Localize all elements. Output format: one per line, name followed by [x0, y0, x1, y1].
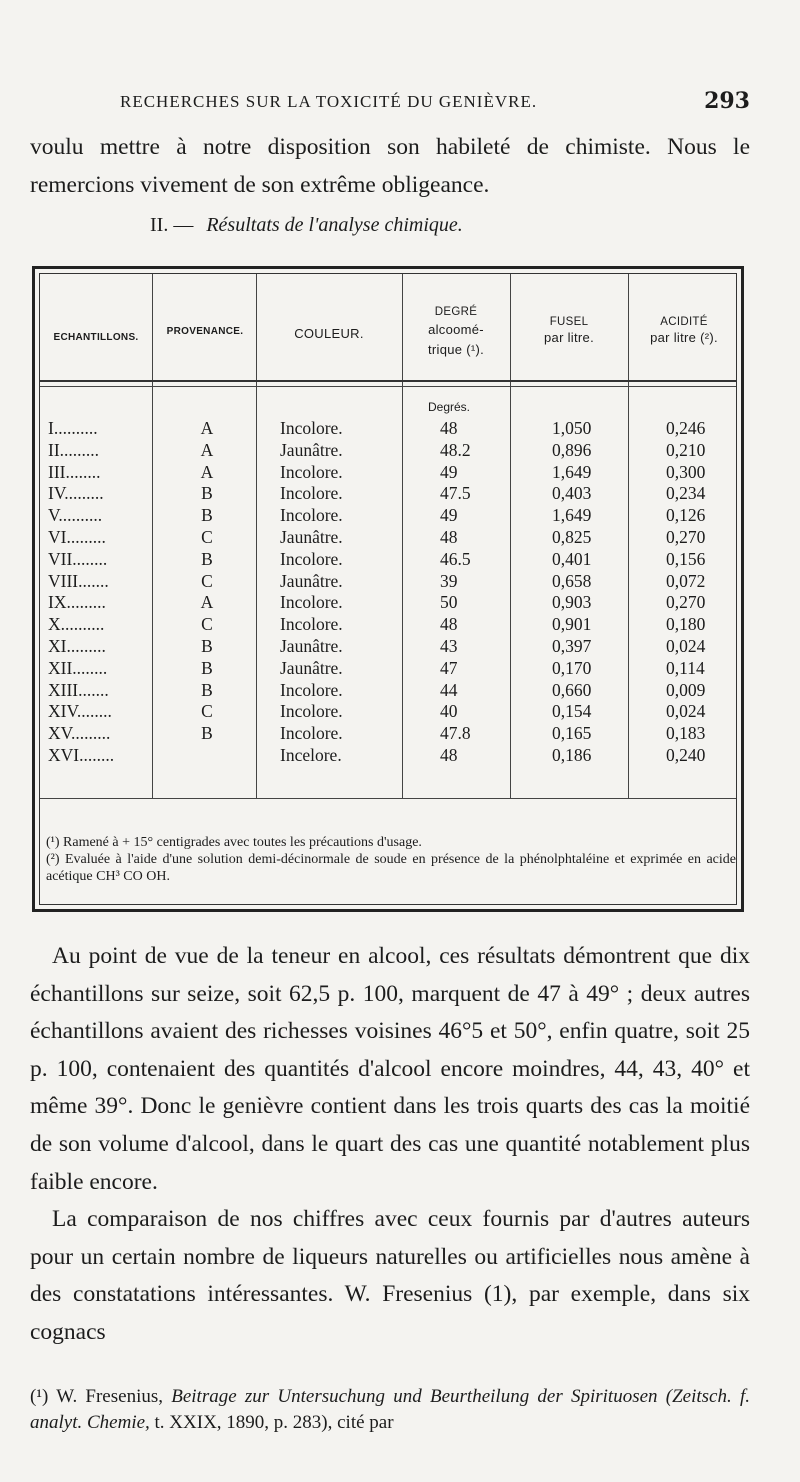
- cell-acidite: 0,270: [666, 592, 706, 613]
- cell-degre: 39: [440, 570, 458, 591]
- cell-echantillon: II.........: [48, 439, 100, 460]
- header-acidite-line2: par litre (²).: [650, 330, 718, 345]
- cell-fusel: 0,170: [552, 657, 592, 678]
- cell-echantillon: XI.........: [48, 635, 106, 656]
- cell-echantillon: VII........: [48, 548, 108, 569]
- footnote-marker: (¹): [30, 1386, 49, 1407]
- header-degre-line3: trique (¹).: [427, 342, 485, 357]
- header-echantillons: ECHANTILLONS.: [53, 332, 139, 343]
- body-text: [30, 938, 750, 1352]
- cell-acidite: 0,024: [666, 635, 706, 656]
- cell-degre: 43: [440, 635, 458, 656]
- cell-acidite: 0,156: [666, 548, 706, 569]
- cell-acidite: 0,300: [666, 461, 706, 482]
- cell-provenance: C: [201, 526, 213, 547]
- header-acidite-line1: ACIDITÉ: [660, 316, 708, 328]
- cell-couleur: Incelore.: [280, 744, 342, 765]
- cell-echantillon: XV.........: [48, 723, 111, 744]
- footnote-author: W. Fresenius,: [56, 1386, 163, 1407]
- cell-degre: 47.8: [440, 723, 471, 744]
- cell-fusel: 0,825: [552, 526, 592, 547]
- header-degre-line1: DEGRÉ: [434, 306, 478, 318]
- header-couleur: COULEUR.: [294, 326, 364, 341]
- cell-provenance: B: [201, 723, 213, 744]
- header-rule-thin: [40, 386, 736, 387]
- cell-provenance: B: [201, 635, 213, 656]
- cell-echantillon: V..........: [48, 505, 103, 526]
- cell-fusel: 0,186: [552, 744, 592, 765]
- table-row: [40, 527, 736, 549]
- header-fusel-line2: par litre.: [544, 330, 594, 345]
- cell-couleur: Jaunâtre.: [280, 657, 343, 678]
- cell-provenance: B: [201, 483, 213, 504]
- table-row: [40, 658, 736, 680]
- page-number: 293: [704, 88, 750, 114]
- table-row: [40, 745, 736, 767]
- cell-couleur: Incolore.: [280, 483, 343, 504]
- cell-fusel: 0,901: [552, 614, 592, 635]
- running-title: RECHERCHES SUR LA TOXICITÉ DU GENIÈVRE.: [120, 92, 538, 111]
- cell-provenance: A: [200, 439, 214, 460]
- header-acidite: [628, 314, 740, 346]
- cell-couleur: Jaunâtre.: [280, 635, 343, 656]
- table-row: [40, 701, 736, 723]
- cell-echantillon: X..........: [48, 614, 105, 635]
- cell-degre: 47.5: [440, 483, 471, 504]
- table-note-1: (¹) Ramené à + 15° centigrades avec toutes les précautions d'usage.: [46, 835, 422, 850]
- cell-couleur: Incolore.: [280, 701, 343, 722]
- cell-provenance: A: [200, 592, 214, 613]
- cell-couleur: Incolore.: [280, 723, 343, 744]
- cell-couleur: Incolore.: [280, 679, 343, 700]
- cell-echantillon: III........: [48, 461, 101, 482]
- cell-echantillon: XIV........: [48, 701, 112, 722]
- table-caption-number: II. —: [150, 214, 194, 236]
- results-table: [32, 266, 744, 912]
- cell-couleur: Incolore.: [280, 548, 343, 569]
- cell-provenance: B: [201, 679, 213, 700]
- header-rule: [40, 380, 736, 382]
- cell-couleur: Incolore.: [280, 461, 343, 482]
- table-row: [40, 614, 736, 636]
- cell-couleur: Jaunâtre.: [280, 570, 343, 591]
- cell-provenance: A: [200, 418, 214, 438]
- table-caption: [150, 214, 650, 237]
- cell-couleur: Incolore.: [280, 592, 343, 613]
- cell-echantillon: VIII.......: [48, 570, 109, 591]
- table-row: [40, 462, 736, 484]
- cell-degre: 49: [440, 461, 458, 482]
- running-head: [30, 88, 750, 118]
- cell-provenance: A: [200, 461, 214, 482]
- header-degre: [402, 304, 510, 360]
- cell-fusel: 0,165: [552, 723, 592, 744]
- footnote-journal: (Zeitsch. f. analyt. Chemie,: [30, 1386, 750, 1433]
- cell-degre: 50: [440, 592, 458, 613]
- table-note-2: (²) Evaluée à l'aide d'une solution demi-décinormale de soude en présence de la phénolphtaléine et exprimée en acide acétique CH³ CO OH.: [46, 852, 736, 884]
- cell-couleur: Incolore.: [280, 418, 343, 438]
- body-paragraph-2: La comparaison de nos chiffres avec ceux fournis par d'autres auteurs pour un certain nombre de liqueurs naturelles ou artificielles nous amène à des constatations intéressantes. W. Fresenius (1), par exemple, dans six cognacs: [30, 1206, 750, 1345]
- cell-fusel: 0,401: [552, 548, 592, 569]
- header-fusel-line1: FUSEL: [549, 316, 589, 328]
- cell-degre: 47: [440, 657, 458, 678]
- cell-couleur: Jaunâtre.: [280, 439, 343, 460]
- cell-fusel: 0,903: [552, 592, 592, 613]
- cell-degre: 40: [440, 701, 458, 722]
- table-caption-text: Résultats de l'analyse chimique.: [206, 214, 463, 236]
- table-row: [40, 549, 736, 571]
- cell-acidite: 0,234: [666, 483, 706, 504]
- table-row: [40, 680, 736, 702]
- notes-rule: [40, 798, 736, 799]
- cell-echantillon: IV.........: [48, 483, 104, 504]
- cell-provenance: C: [201, 570, 213, 591]
- table-row: [40, 723, 736, 745]
- table-row: [40, 418, 736, 440]
- cell-acidite: 0,024: [666, 701, 706, 722]
- cell-provenance: B: [201, 657, 213, 678]
- table-inner-frame: [39, 273, 737, 905]
- table-body: [40, 418, 736, 767]
- cell-fusel: 0,154: [552, 701, 592, 722]
- cell-couleur: Jaunâtre.: [280, 526, 343, 547]
- header-degre-line2: alcoomé-: [428, 322, 484, 337]
- table-row: [40, 483, 736, 505]
- degres-label: Degrés.: [428, 400, 471, 414]
- cell-provenance: B: [201, 548, 213, 569]
- cell-acidite: 0,240: [666, 744, 706, 765]
- cell-echantillon: XVI........: [48, 744, 115, 765]
- cell-fusel: 0,397: [552, 635, 592, 656]
- cell-degre: 48: [440, 614, 458, 635]
- table-row: [40, 440, 736, 462]
- header-provenance: PROVENANCE.: [166, 326, 244, 337]
- table-row: [40, 636, 736, 658]
- footnote-title: Beitrage zur Untersuchung und Beurtheilung der Spirituosen: [171, 1386, 658, 1407]
- cell-echantillon: IX.........: [48, 592, 106, 613]
- cell-fusel: 1,649: [552, 505, 592, 526]
- cell-acidite: 0,210: [666, 439, 706, 460]
- cell-acidite: 0,183: [666, 723, 706, 744]
- intro-paragraph: [30, 128, 750, 204]
- cell-acidite: 0,072: [666, 570, 706, 591]
- cell-degre: 44: [440, 679, 458, 700]
- intro-text: voulu mettre à notre disposition son habileté de chimiste. Nous le remercions vivement de son extrême obligeance.: [30, 134, 750, 198]
- cell-provenance: C: [201, 614, 213, 635]
- cell-couleur: Incolore.: [280, 614, 343, 635]
- cell-provenance: B: [201, 505, 213, 526]
- cell-acidite: 0,114: [666, 657, 705, 678]
- table-row: [40, 592, 736, 614]
- cell-degre: 46.5: [440, 548, 471, 569]
- header-fusel: [510, 314, 628, 346]
- body-paragraph-1: Au point de vue de la teneur en alcool, ces résultats démontrent que dix échantillons sur seize, soit 62,5 p. 100, marquent de 47 à 49° ; deux autres échantillons avaient des richesses voisines 46°5 et 50°, enfin quatre, soit 25 p. 100, contenaient des quantités d'alcool encore moindres, 44, 43, 40° et même 39°. Donc le genièvre contient dans les trois quarts des cas la moitié de son volume d'alcool, dans le quart des cas une quantité notablement plus faible encore.: [30, 943, 750, 1195]
- cell-fusel: 1,050: [552, 418, 592, 438]
- cell-echantillon: XII........: [48, 657, 108, 678]
- cell-fusel: 1,649: [552, 461, 592, 482]
- cell-couleur: Incolore.: [280, 505, 343, 526]
- cell-echantillon: I..........: [48, 418, 98, 438]
- cell-acidite: 0,180: [666, 614, 706, 635]
- cell-acidite: 0,009: [666, 679, 706, 700]
- page-footnote: [30, 1384, 750, 1436]
- cell-provenance: C: [201, 701, 213, 722]
- cell-echantillon: XIII.......: [48, 679, 109, 700]
- cell-degre: 48.2: [440, 439, 471, 460]
- cell-fusel: 0,660: [552, 679, 592, 700]
- cell-fusel: 0,658: [552, 570, 592, 591]
- cell-degre: 48: [440, 744, 458, 765]
- cell-fusel: 0,896: [552, 439, 592, 460]
- cell-degre: 48: [440, 526, 458, 547]
- cell-fusel: 0,403: [552, 483, 592, 504]
- cell-acidite: 0,126: [666, 505, 706, 526]
- footnote-rest: t. XXIX, 1890, p. 283), cité par: [154, 1412, 394, 1433]
- cell-acidite: 0,270: [666, 526, 706, 547]
- table-row: [40, 571, 736, 593]
- cell-echantillon: VI.........: [48, 526, 106, 547]
- cell-acidite: 0,246: [666, 418, 706, 438]
- cell-degre: 49: [440, 505, 458, 526]
- cell-degre: 48: [440, 418, 458, 438]
- table-row: [40, 505, 736, 527]
- table-notes: [46, 834, 736, 885]
